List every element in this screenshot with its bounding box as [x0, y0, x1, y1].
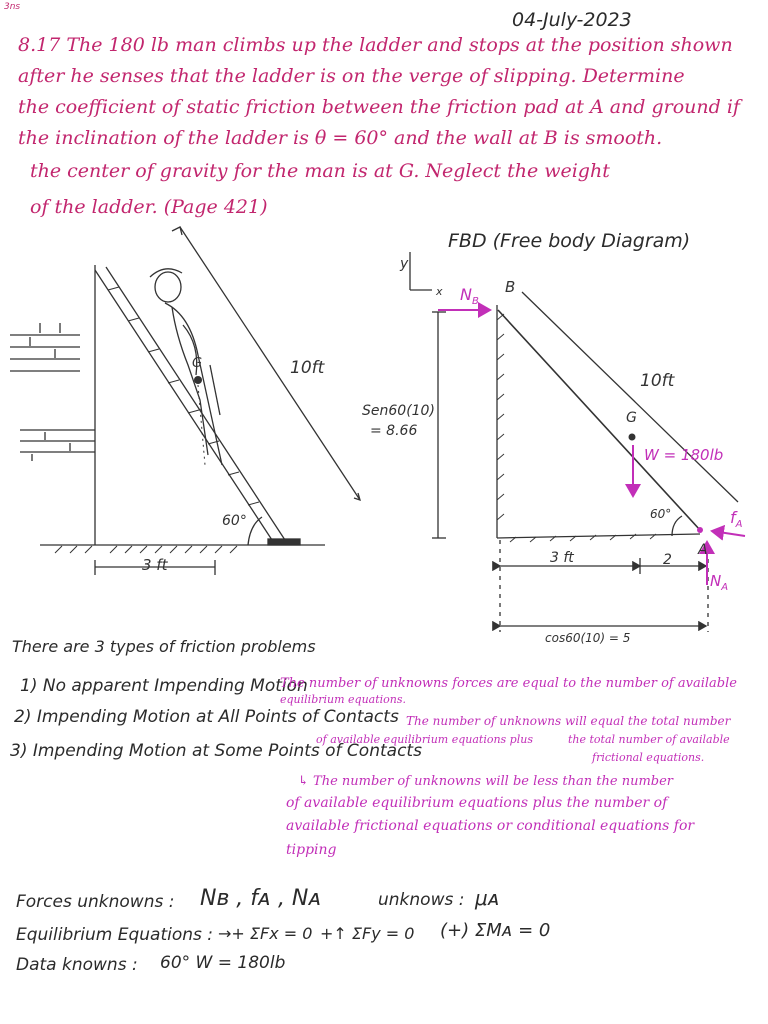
- g-point: [194, 376, 202, 384]
- a-label: A: [698, 542, 708, 558]
- friction-type-item: 1) No apparent Impending Motion: [20, 676, 308, 696]
- fa-arrow: [712, 531, 745, 536]
- length-label: 10ft: [290, 358, 325, 378]
- problem-line: the coefficient of static friction between the friction pad at A and ground if: [18, 96, 740, 118]
- friction-pad: [268, 539, 300, 545]
- data-knowns-label: Data knowns :: [16, 955, 138, 975]
- na-label: $N_A$: [710, 572, 729, 593]
- forces-unknowns-value: Nʙ , fᴀ , Nᴀ: [200, 886, 322, 911]
- point-a: [697, 527, 703, 533]
- free-body-diagram: [350, 240, 768, 660]
- note-2-line: the total number of available: [568, 733, 730, 746]
- unknowns-value: μᴀ: [475, 886, 500, 910]
- fbd-g-label: G: [626, 410, 637, 426]
- equations-label: Equilibrium Equations :: [16, 925, 213, 945]
- problem-line: after he senses that the ladder is on the verge of slipping. Determine: [18, 65, 685, 87]
- x-axis-label: x: [436, 285, 443, 298]
- fbd-ladder: [498, 310, 700, 530]
- g-label: G: [192, 356, 203, 371]
- note-3-line: ↳ The number of unknowns will be less than the number: [298, 774, 674, 789]
- fbd-length-dimension: [522, 292, 738, 502]
- base-label: 3 ft: [142, 556, 168, 574]
- problem-line: of the ladder. (Page 421): [30, 196, 268, 218]
- fbd-title: FBD (Free body Diagram): [448, 230, 691, 252]
- friction-type-item: 2) Impending Motion at All Points of Contacts: [14, 707, 399, 727]
- nb-label: $N_B$: [460, 285, 479, 307]
- dim-3ft-label: 3 ft: [550, 550, 574, 566]
- friction-type-item: 3) Impending Motion at Some Points of Contacts: [10, 741, 422, 761]
- ladder-sketch: [0, 215, 400, 575]
- note-1-line: The number of unknowns forces are equal to the number of available: [280, 676, 737, 691]
- height-label-2: = 8.66: [370, 423, 418, 439]
- note-2-line: of available equilibrium equations plus: [316, 733, 533, 746]
- note-3-line: tipping: [286, 842, 337, 858]
- b-label: B: [505, 278, 516, 296]
- friction-types-heading: There are 3 types of friction problems: [12, 637, 316, 656]
- forces-unknowns-label: Forces unknowns :: [16, 892, 175, 912]
- height-label-1: Sen60(10): [362, 403, 435, 419]
- equation-ma: (+) ΣMᴀ = 0: [440, 920, 551, 941]
- problem-line: the inclination of the ladder is θ = 60° and the wall at B is smooth.: [18, 127, 663, 149]
- brick-wall-sketch: [10, 323, 95, 461]
- unknowns-label: unknows :: [378, 890, 465, 910]
- note-1-line: equilibrium equations.: [280, 693, 407, 706]
- ladder-rail: [95, 270, 272, 540]
- fbd-length-label: 10ft: [640, 371, 675, 391]
- fbd-ground: [497, 534, 700, 538]
- note-3-line: of available equilibrium equations plus the number of: [286, 795, 668, 811]
- corner-mark: 3ns: [4, 2, 21, 12]
- man-sketch: [150, 269, 222, 465]
- dim-2-label: 2: [663, 552, 672, 568]
- y-axis-label: y: [400, 256, 409, 272]
- note-2-line: frictional equations.: [592, 751, 705, 764]
- note-3-line: available frictional equations or conditional equations for: [286, 818, 695, 834]
- data-knowns-value: 60° W = 180lb: [160, 953, 286, 973]
- angle-label: 60°: [222, 513, 247, 529]
- dim-total-label: cos60(10) = 5: [545, 631, 631, 645]
- problem-line: the center of gravity for the man is at G. Neglect the weight: [30, 160, 610, 182]
- note-2-line: The number of unknowns will equal the total number: [406, 714, 731, 728]
- equation-fy: +↑ ΣFy = 0: [320, 924, 415, 943]
- w-label: W = 180lb: [644, 446, 724, 464]
- fbd-g-point: [629, 434, 636, 441]
- ladder-rail: [106, 267, 285, 540]
- equation-fx: →+ ΣFx = 0: [218, 924, 313, 943]
- date-label: 04-July-2023: [512, 9, 632, 31]
- fbd-angle-label: 60°: [650, 507, 672, 521]
- fa-label: $f_A$: [730, 508, 743, 530]
- length-dimension-line: [180, 227, 360, 500]
- problem-line: 8.17 The 180 lb man climbs up the ladder and stops at the position shown: [18, 34, 733, 56]
